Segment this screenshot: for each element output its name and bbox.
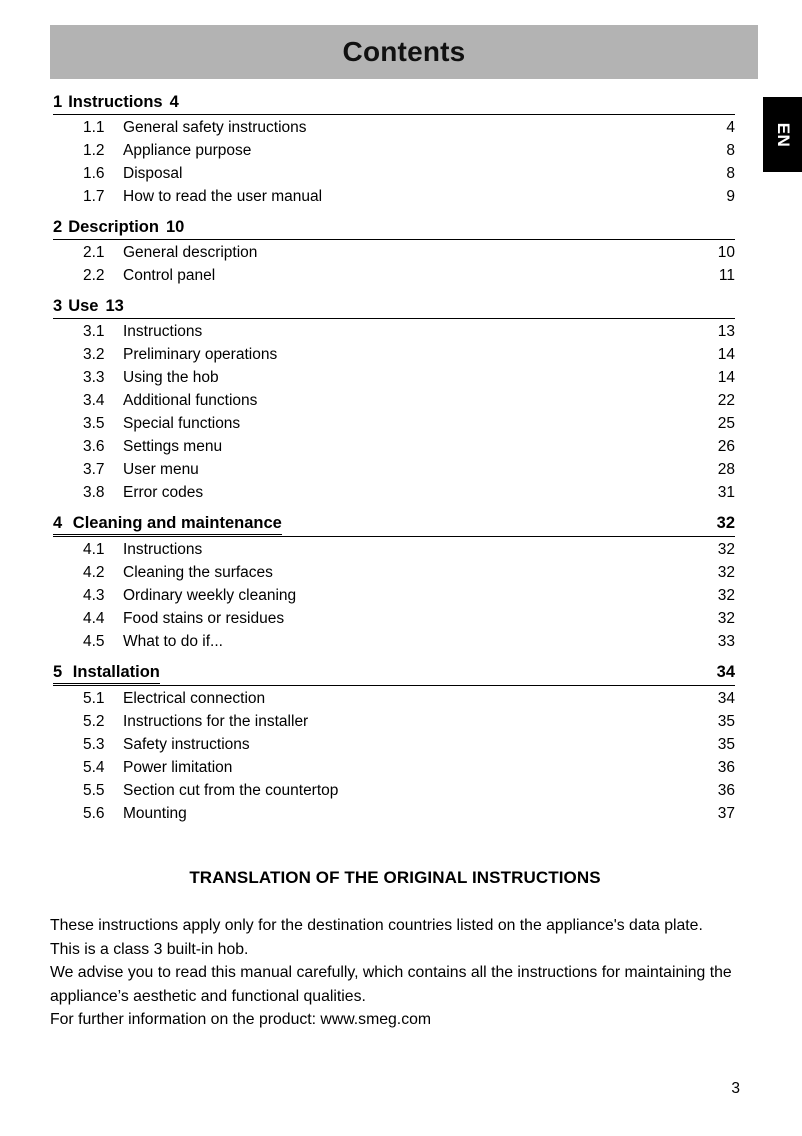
toc-section-rule <box>53 318 735 319</box>
toc-subitem-title: Disposal <box>123 165 183 182</box>
toc-subitem-number: 1.1 <box>83 119 105 136</box>
toc-subitem-list <box>53 241 735 287</box>
toc-subitem[interactable] <box>53 779 735 802</box>
toc-section-heading[interactable] <box>53 91 735 114</box>
toc-subitem-page: 36 <box>717 782 735 799</box>
toc-subitem[interactable] <box>53 584 735 607</box>
table-of-contents <box>53 91 735 827</box>
toc-subitem[interactable] <box>53 320 735 343</box>
toc-subitem-page: 13 <box>717 323 735 340</box>
toc-section-page: 4 <box>169 93 179 111</box>
toc-section-number: 3 <box>53 297 63 315</box>
toc-section-title: Use <box>68 297 99 315</box>
toc-subitem[interactable] <box>53 241 735 264</box>
toc-subitem-page: 37 <box>717 805 735 822</box>
toc-section-number: 5 <box>53 663 63 681</box>
toc-subitem-title: Electrical connection <box>123 690 266 707</box>
toc-subitem[interactable] <box>53 710 735 733</box>
toc-subitem[interactable] <box>53 561 735 584</box>
toc-subitem-title: Power limitation <box>123 759 233 776</box>
toc-subitem-page: 32 <box>717 564 735 581</box>
toc-subitem[interactable] <box>53 185 735 208</box>
language-side-tab <box>763 97 802 172</box>
toc-subitem-number: 4.4 <box>83 610 105 627</box>
toc-subitem-title: Section cut from the countertop <box>123 782 339 799</box>
toc-section-rule <box>53 685 735 686</box>
toc-subitem[interactable] <box>53 458 735 481</box>
toc-section-number: 1 <box>53 93 63 111</box>
footer-page-number: 3 <box>731 1080 740 1097</box>
toc-subitem-page: 32 <box>717 587 735 604</box>
toc-subitem-number: 5.1 <box>83 690 105 707</box>
toc-subitem-title: User menu <box>123 461 199 478</box>
toc-subitem-page: 8 <box>726 165 735 182</box>
toc-section-page: 32 <box>716 514 735 532</box>
toc-section-title: Description <box>68 218 159 236</box>
toc-subitem[interactable] <box>53 802 735 825</box>
toc-subitem[interactable] <box>53 756 735 779</box>
toc-subitem-number: 3.7 <box>83 461 105 478</box>
toc-subitem[interactable] <box>53 366 735 389</box>
toc-subitem-number: 3.3 <box>83 369 105 386</box>
toc-subitem-title: Settings menu <box>123 438 223 455</box>
toc-subitem[interactable] <box>53 687 735 710</box>
toc-subitem[interactable] <box>53 538 735 561</box>
toc-subitem-title: Error codes <box>123 484 204 501</box>
toc-section-number: 4 <box>53 514 63 532</box>
toc-section-page: 34 <box>716 663 735 681</box>
toc-subitem-number: 2.1 <box>83 244 105 261</box>
toc-subitem-page: 10 <box>717 244 735 261</box>
toc-section-rule <box>53 239 735 240</box>
toc-subitem-title: Using the hob <box>123 369 219 386</box>
toc-subitem-title: General description <box>123 244 258 261</box>
toc-section-heading[interactable] <box>53 661 735 685</box>
toc-subitem[interactable] <box>53 343 735 366</box>
toc-subitem-page: 34 <box>717 690 735 707</box>
toc-subitem-page: 26 <box>717 438 735 455</box>
toc-subitem-title: Mounting <box>123 805 187 822</box>
toc-subitem[interactable] <box>53 481 735 504</box>
toc-subitem[interactable] <box>53 412 735 435</box>
toc-subitem-page: 35 <box>717 736 735 753</box>
toc-subitem-title: Additional functions <box>123 392 258 409</box>
toc-section-page: 13 <box>105 297 124 315</box>
toc-subitem-page: 32 <box>717 541 735 558</box>
toc-subitem-title: How to read the user manual <box>123 188 323 205</box>
toc-subitem-title: Instructions <box>123 323 203 340</box>
toc-subitem-title: Cleaning the surfaces <box>123 564 273 581</box>
toc-subitem-title: Special functions <box>123 415 241 432</box>
toc-subitem-number: 3.1 <box>83 323 105 340</box>
toc-subitem-number: 5.6 <box>83 805 105 822</box>
toc-section-heading[interactable] <box>53 295 735 318</box>
toc-subitem-number: 3.8 <box>83 484 105 501</box>
toc-subitem-page: 36 <box>717 759 735 776</box>
toc-subitem-list <box>53 687 735 825</box>
toc-subitem-title: Safety instructions <box>123 736 250 753</box>
toc-subitem[interactable] <box>53 607 735 630</box>
toc-section-heading-text <box>53 661 160 684</box>
toc-section-rule <box>53 536 735 537</box>
translation-notice-heading: TRANSLATION OF THE ORIGINAL INSTRUCTIONS <box>189 868 601 887</box>
language-side-tab-label: EN <box>773 122 793 147</box>
toc-section-title: Installation <box>72 663 160 681</box>
toc-subitem-title: What to do if... <box>123 633 223 650</box>
toc-subitem-title: Ordinary weekly cleaning <box>123 587 297 604</box>
toc-subitem-title: Preliminary operations <box>123 346 278 363</box>
contents-header-band <box>50 25 758 79</box>
toc-section-number: 2 <box>53 218 63 236</box>
toc-subitem-number: 5.2 <box>83 713 105 730</box>
toc-subitem-number: 1.2 <box>83 142 105 159</box>
appliance-class-paragraph: This is a class 3 built-in hob. <box>50 940 249 958</box>
further-information-paragraph: For further information on the product: www.smeg.com <box>50 1011 432 1028</box>
toc-subitem-page: 9 <box>726 188 735 205</box>
toc-subitem[interactable] <box>53 116 735 139</box>
toc-subitem-list <box>53 320 735 504</box>
toc-subitem-page: 14 <box>717 369 735 386</box>
toc-subitem[interactable] <box>53 162 735 185</box>
toc-subitem-number: 3.4 <box>83 392 105 409</box>
toc-subitem-number: 4.5 <box>83 633 105 650</box>
toc-subitem-number: 2.2 <box>83 267 105 284</box>
toc-subitem[interactable] <box>53 264 735 287</box>
toc-subitem-page: 8 <box>726 142 735 159</box>
toc-section-page: 10 <box>165 218 185 236</box>
toc-subitem-number: 4.1 <box>83 541 105 558</box>
toc-section-rule <box>53 114 735 115</box>
toc-subitem[interactable] <box>53 389 735 412</box>
read-manual-paragraph: We advise you to read this manual carefully, which contains all the instructions for maintaining the appliance’s aesthetic and functional qualities. <box>50 964 732 1005</box>
page-title: Contents <box>342 36 466 67</box>
toc-subitem-number: 3.5 <box>83 415 105 432</box>
toc-subitem-number: 5.5 <box>83 782 105 799</box>
toc-section-title: Cleaning and maintenance <box>72 514 282 532</box>
toc-subitem-number: 4.2 <box>83 564 105 581</box>
toc-subitem-number: 3.6 <box>83 438 105 455</box>
toc-subitem-page: 35 <box>717 713 735 730</box>
toc-subitem-number: 3.2 <box>83 346 105 363</box>
toc-section-4 <box>53 512 735 653</box>
toc-subitem-number: 1.7 <box>83 188 105 205</box>
toc-section-heading-text <box>53 512 282 535</box>
toc-subitem-title: Food stains or residues <box>123 610 285 627</box>
toc-subitem[interactable] <box>53 139 735 162</box>
toc-subitem-list <box>53 538 735 653</box>
toc-section-title: Instructions <box>68 93 163 111</box>
toc-section-3 <box>53 295 735 504</box>
toc-subitem-title: General safety instructions <box>123 119 307 136</box>
toc-subitem-page: 25 <box>717 415 735 432</box>
toc-section-heading[interactable] <box>53 512 735 536</box>
toc-subitem-title: Instructions for the installer <box>123 713 309 730</box>
toc-subitem-number: 5.4 <box>83 759 105 776</box>
toc-subitem-page: 31 <box>717 484 735 501</box>
toc-section-1 <box>53 91 735 208</box>
toc-subitem-number: 4.3 <box>83 587 105 604</box>
toc-subitem[interactable] <box>53 733 735 756</box>
toc-subitem-title: Appliance purpose <box>123 142 252 159</box>
toc-subitem-page: 32 <box>717 610 735 627</box>
toc-subitem-page: 22 <box>717 392 735 409</box>
toc-subitem-page: 28 <box>717 461 735 478</box>
toc-subitem-page: 11 <box>718 267 735 284</box>
toc-subitem-page: 4 <box>726 119 735 136</box>
toc-subitem-title: Control panel <box>123 267 216 284</box>
toc-subitem[interactable] <box>53 630 735 653</box>
toc-subitem[interactable] <box>53 435 735 458</box>
toc-section-heading[interactable] <box>53 216 735 239</box>
toc-section-2 <box>53 216 735 287</box>
toc-subitem-title: Instructions <box>123 541 203 558</box>
toc-subitem-number: 5.3 <box>83 736 105 753</box>
toc-subitem-page: 33 <box>717 633 735 650</box>
destination-countries-paragraph: These instructions apply only for the destination countries listed on the appliance's data plate. <box>50 917 703 934</box>
toc-subitem-page: 14 <box>717 346 735 363</box>
toc-section-5 <box>53 661 735 825</box>
toc-subitem-number: 1.6 <box>83 165 105 182</box>
toc-subitem-list <box>53 116 735 208</box>
front-matter-block <box>50 868 740 1032</box>
